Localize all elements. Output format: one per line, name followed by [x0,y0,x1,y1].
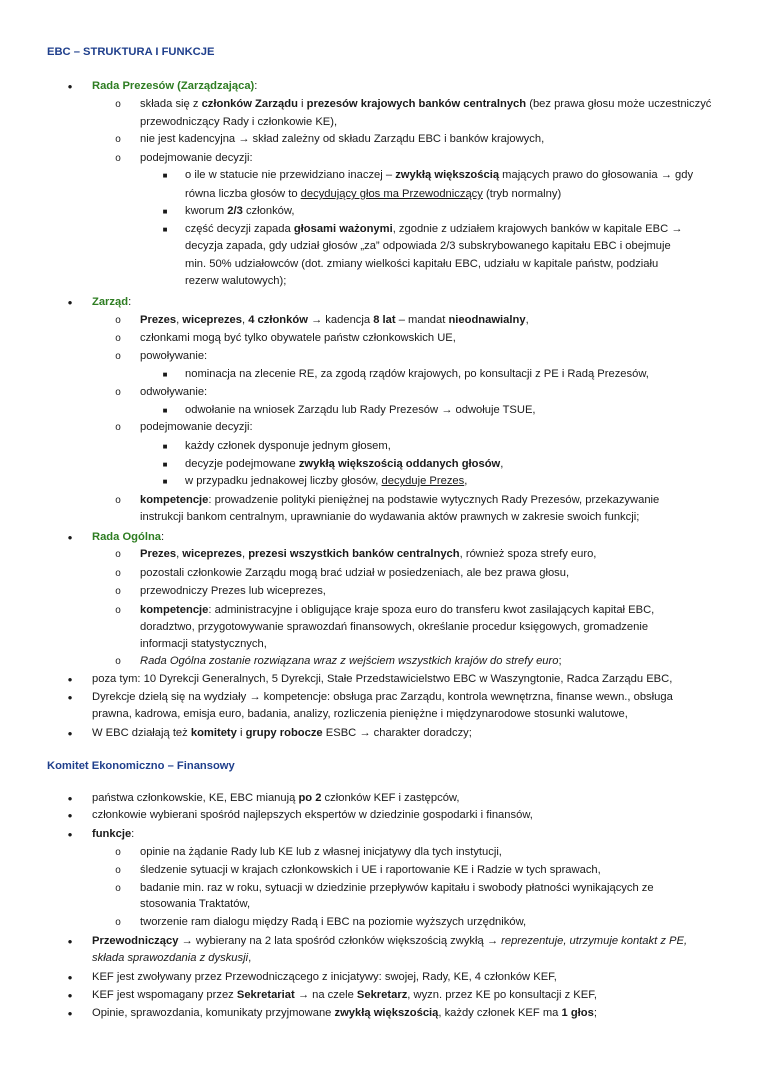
circle-bullet-icon: o [115,99,121,110]
text-run: skład zależny od składu Zarządu EBC i banków krajowych, [249,133,545,145]
bullet-icon: • [67,791,73,806]
arrow-icon: → [181,935,193,947]
text-run: każdy członek dysponuje jednym głosem, [185,440,391,452]
bold-text: Prezes [140,548,177,560]
bold-text: Przewodniczący [92,935,179,947]
text-run: Opinie, sprawozdania, komunikaty przyjmowane [92,1007,335,1019]
list-item [185,456,503,474]
bold-text: prezesi wszystkich banków centralnych [248,548,460,560]
list-item-continuation [92,950,251,968]
text-run: opinie na żądanie Rady lub KE lub z własnej inicjatywy dla tych instytucji, [140,846,502,858]
bold-text: 2/3 [227,205,243,217]
text-run: : prowadzenie polityki pieniężnej na podstawie wytycznych Rady Prezesów, przekazywanie [208,494,660,506]
text-run: doradztwo, przygotowywanie sprawozdań finansowych, określanie procedur księgowych, gromadzenie [140,621,649,633]
list-item-continuation [140,896,250,914]
text-run: KEF jest zwoływany przez Przewodniczącego z inicjatywy: swojej, Rady, KE, 4 członków KEF, [92,971,557,983]
text-run: część decyzji zapada [185,223,294,235]
square-bullet-icon: ■ [162,370,168,379]
circle-bullet-icon: o [115,605,121,616]
text-run: śledzenie sytuacji w krajach członkowskich i UE i raportowanie KE i Radzie w tych sprawach, [140,864,601,876]
bullet-icon: • [67,808,73,823]
text-run: członkami mogą być tylko obywatele państw członkowskich UE, [140,332,456,344]
list-item-continuation [185,186,561,204]
arrow-icon: → [311,314,323,326]
bold-text: grupy robocze [245,727,323,739]
section-label: Zarząd [92,296,129,308]
text-run: ; [593,1007,597,1019]
list-item [140,914,526,932]
circle-bullet-icon: o [115,883,121,894]
square-bullet-icon: ■ [162,171,168,180]
list-item-continuation [140,619,648,637]
text-run: (bez prawa głosu może uczestniczyć [526,98,712,110]
text-run: charakter doradczy; [370,727,472,739]
list-item [92,807,533,825]
list-item [140,862,601,880]
list-item [140,312,529,330]
text-run: kompetencje: obsługa prac Zarządu, kontrola wewnętrzna, finanse wewn., obsługa [260,691,673,703]
bullet-icon: • [67,530,73,545]
list-item [140,546,596,564]
list-item [92,1005,597,1023]
text-run: , każdy członek KEF ma [438,1007,562,1019]
arrow-icon: → [249,691,261,703]
square-bullet-icon: ■ [162,207,168,216]
underlined-text: decyduje Prezes [381,475,465,487]
text-run: nominacja na zlecenie RE, za zgodą rządów krajowych, po konsultacji z PE i Radą Prezesów, [185,368,649,380]
text-run: kadencja [322,314,374,326]
text-run: : [254,80,258,92]
text-run: , [176,314,183,326]
list-item-continuation [185,238,671,256]
bullet-icon: • [67,726,73,741]
text-run: , [248,952,252,964]
bullet-icon: • [67,934,73,949]
text-run: w przypadku jednakowej liczby głosów, [185,475,382,487]
list-item [140,348,207,366]
bold-text: prezesów krajowych banków centralnych [306,98,527,110]
text-run: min. 50% udziałowców (dot. zmiany wielkości kapitału EBC, udziału w kapitale państw, podziału [185,258,659,270]
circle-bullet-icon: o [115,586,121,597]
text-run: rezerw walutowych); [185,275,287,287]
text-run: prawna, kadrowa, emisja euro, badania, analizy, rozliczenia pieniężne i międzynarodowe stosunki walutowe, [92,708,628,720]
text-run: członkowie wybierani spośród najlepszych ekspertów w dziedzinie gospodarki i finansów, [92,809,533,821]
list-item-continuation [185,256,658,274]
text-run: , [525,314,529,326]
list-item [185,167,693,185]
text-run: odwołuje TSUE, [452,404,536,416]
list-item [140,880,654,898]
list-item [185,473,467,491]
circle-bullet-icon: o [115,847,121,858]
text-run: przewodniczący Rady i członkowie KE), [140,116,338,128]
list-item [140,150,253,168]
bullet-icon: • [67,672,73,687]
text-run: członków KEF i zastępców, [321,792,460,804]
circle-bullet-icon: o [115,387,121,398]
text-run: na czele [309,989,357,1001]
list-item [140,653,562,671]
circle-bullet-icon: o [115,549,121,560]
bullet-icon: • [67,827,73,842]
circle-bullet-icon: o [115,917,121,928]
list-item-continuation [185,273,286,291]
text-run: , [500,458,504,470]
list-item [185,221,682,239]
text-run: członków, [242,205,295,217]
bullet-icon: • [67,79,73,94]
text-run: podejmowanie decyzji: [140,152,253,164]
list-item [92,790,460,808]
list-item [185,366,649,384]
circle-bullet-icon: o [115,865,121,876]
arrow-icon: → [441,404,453,416]
text-run: decyzje podejmowane [185,458,299,470]
list-item [140,419,253,437]
text-run: kworum [185,205,228,217]
text-run: , zgodnie z udziałem krajowych banków w kapitale EBC [392,223,672,235]
list-item [185,402,536,420]
circle-bullet-icon: o [115,153,121,164]
square-bullet-icon: ■ [162,406,168,415]
bold-text: funkcje [92,828,132,840]
text-run: : administracyjne i obligujące kraje spoza euro do transferu kwot zasilających kapitał EBC, [208,604,655,616]
circle-bullet-icon: o [115,495,121,506]
document-title: EBC – STRUKTURA I FUNKCJE [47,46,215,58]
bullet-icon: • [67,295,73,310]
list-item [92,826,134,844]
list-item-continuation [92,706,628,724]
text-run: , [464,475,468,487]
italic-text: Rada Ogólna zostanie rozwiązana wraz z wejściem wszystkich krajów do strefy euro [140,655,559,667]
arrow-icon: → [359,727,371,739]
text-run: – mandat [395,314,449,326]
list-item [185,438,391,456]
text-run: pozostali członkowie Zarządu mogą brać udział w posiedzeniach, ale bez prawa głosu, [140,567,570,579]
bold-text: zwykłą większością [395,169,500,181]
circle-bullet-icon: o [115,333,121,344]
text-run: i [236,727,246,739]
text-run: przewodniczy Prezes lub wiceprezes, [140,585,326,597]
bold-text: Prezes [140,314,177,326]
text-run: państwa członkowskie, KE, EBC mianują [92,792,299,804]
italic-text: → reprezentuje, utrzymuje kontakt z PE, [486,935,688,947]
bold-text: 8 lat [373,314,396,326]
list-item [140,384,207,402]
list-item [140,844,502,862]
text-run: W EBC działają też [92,727,191,739]
list-item [92,294,131,312]
bold-text: kompetencje [140,604,209,616]
bullet-icon: • [67,970,73,985]
arrow-icon: → [297,989,310,1001]
text-run: instrukcji bankom centralnym, uprawnianie do wydawania aktów prawnych w zakresie swoich funkcji; [140,511,640,523]
bold-text: wiceprezes [182,548,242,560]
list-item [140,583,326,601]
circle-bullet-icon: o [115,134,121,145]
text-run: składa się z [140,98,202,110]
text-run: nie jest kadencyjna [140,133,239,145]
text-run: o ile w statucie nie przewidziano inaczej – [185,169,396,181]
list-item [92,529,164,547]
list-item [185,203,294,221]
text-run: , [242,314,249,326]
text-run: gdy [671,169,694,181]
list-item [140,96,711,114]
bold-text: Sekretarz [356,989,408,1001]
circle-bullet-icon: o [115,422,121,433]
bold-text: komitety [190,727,237,739]
bold-text: kompetencje [140,494,209,506]
arrow-icon: → [660,169,672,181]
list-item [92,969,557,987]
circle-bullet-icon: o [115,315,121,326]
circle-bullet-icon: o [115,351,121,362]
bold-text: zwykłą większością [334,1007,439,1019]
bold-text: wiceprezes [182,314,242,326]
text-run: Dyrekcje dzielą się na wydziały [92,691,250,703]
circle-bullet-icon: o [115,568,121,579]
text-run: stosowania Traktatów, [140,898,251,910]
list-item [140,565,569,583]
circle-bullet-icon: o [115,656,121,667]
text-run: : [131,828,135,840]
list-item [92,725,472,743]
text-run: informacji statystycznych, [140,638,267,650]
text-run: poza tym: 10 Dyrekcji Generalnych, 5 Dyrekcji, Stałe Przedstawicielstwo EBC w Waszyngtonie, Radca Zarządu EBC, [92,673,673,685]
list-item [140,602,654,620]
square-bullet-icon: ■ [162,460,168,469]
bold-text: 1 głos [561,1007,594,1019]
arrow-icon: → [671,223,683,235]
list-item [140,492,659,510]
text-run: , [242,548,249,560]
bold-text: zwykłą większością oddanych głosów [298,458,501,470]
text-run: ESBC [322,727,360,739]
bold-text: 4 członków [248,314,308,326]
text-run: odwołanie na wniosek Zarządu lub Rady Prezesów [185,404,442,416]
text-run: ; [558,655,562,667]
arrow-icon: → [238,133,250,145]
text-run: decyzja zapada, gdy udział głosów „za” odpowiada 2/3 subskrybowanego kapitału EBC i obejmuje [185,240,671,252]
square-bullet-icon: ■ [162,225,168,234]
text-run: odwoływanie: [140,386,208,398]
text-run: , wyzn. przez KE po konsultacji z KEF, [407,989,597,1001]
text-run: powoływanie: [140,350,208,362]
text-run: podejmowanie decyzji: [140,421,253,433]
square-bullet-icon: ■ [162,477,168,486]
bold-text: głosami ważonymi [293,223,393,235]
text-run: : [128,296,132,308]
text-run: wybierany na 2 lata spośród członków większością zwykłą [192,935,487,947]
list-item-continuation [140,509,639,527]
list-item-continuation [140,114,337,132]
list-item [92,933,687,951]
text-run: równa liczba głosów to [185,188,301,200]
text-run: i [297,98,307,110]
bullet-icon: • [67,690,73,705]
list-item [92,671,672,689]
text-run: : [161,531,165,543]
bold-text: członków Zarządu [201,98,298,110]
underlined-text: decydujący głos ma Przewodniczący [300,188,483,200]
bullet-icon: • [67,1006,73,1021]
list-item [92,689,673,707]
bold-text: Sekretariat [236,989,295,1001]
section-heading-kef: Komitet Ekonomiczno – Finansowy [47,760,235,772]
list-item [92,987,597,1005]
text-run: KEF jest wspomagany przez [92,989,237,1001]
list-item [140,330,456,348]
section-label: Rada Prezesów (Zarządzająca) [92,80,255,92]
text-run: mających prawo do głosowania [499,169,661,181]
bold-text: nieodnawialny [448,314,526,326]
section-label: Rada Ogólna [92,531,161,543]
italic-text: składa sprawozdania z dyskusji [92,952,249,964]
list-item-continuation [140,636,267,654]
bullet-icon: • [67,988,73,1003]
text-run: badanie min. raz w roku, sytuacji w dziedzinie przepływów kapitału i swobody płatności wynikających ze [140,882,654,894]
list-item [92,78,257,96]
list-item [140,131,544,149]
text-run: , [176,548,183,560]
square-bullet-icon: ■ [162,442,168,451]
bold-text: po 2 [298,792,322,804]
text-run: (tryb normalny) [482,188,562,200]
text-run: tworzenie ram dialogu między Radą i EBC na poziomie wyższych urzędników, [140,916,527,928]
text-run: , również spoza strefy euro, [459,548,597,560]
